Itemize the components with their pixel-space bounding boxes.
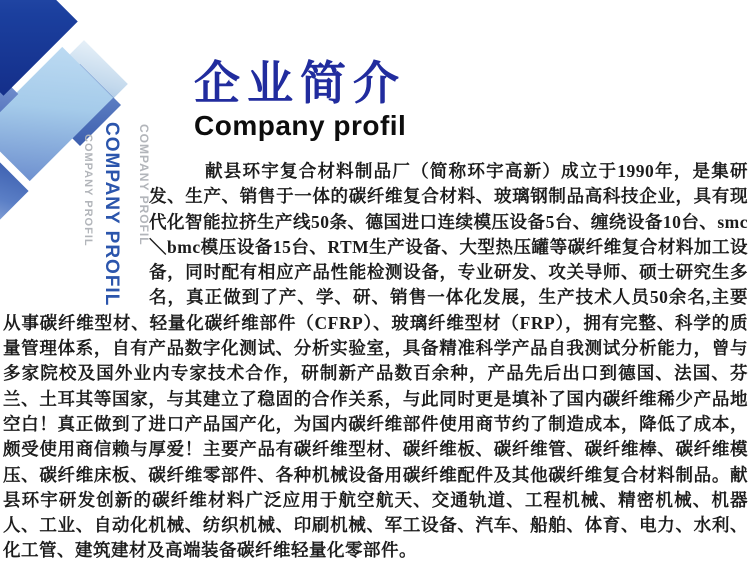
page-title-en: Company profil <box>194 109 407 141</box>
vertical-watermark-center: COMPANY PROFIL <box>101 122 122 307</box>
vertical-watermark-left: COMPANY PROFIL <box>82 134 94 247</box>
vertical-watermark-right: COMPANY PROFIL <box>137 124 151 246</box>
section-header <box>194 58 406 140</box>
company-intro-paragraph: 献县环宇复合材料制品厂（简称环宇高新）成立于1990年，是集研发、生产、销售于一体的碳纤维复合材料、玻璃钢制品高科技企业，具有现代化智能拉挤生产线50条、德国进口连续模压设备5台、缠绕设备10台、smc＼bmc模压设备15台、RTM生产设备、大型热压罐等碳纤维复合材料加工设备，同时配有相应产品性能检测设备，专业研发、攻关导师、硕士研究生多名，真正做到了产、学、研、销售一体化发展，生产技术人员50余名,主要从事碳纤维型材、轻量化碳纤维部件（CFRP）、玻璃纤维型材（FRP），拥有完整、科学的质量管理体系，自有产品数字化测试、分析实验室，具备精准科学产品自我测试分析能力，曾与多家院校及国外业内专家技术合作，研制新产品数百余种，产品先后出口到德国、法国、芬兰、土耳其等国家，与其建立了稳固的合作关系，与此同时更是填补了国内碳纤维稀少产品地空白！真正做到了进口产品国产化，为国内碳纤维部件使用商节约了制造成本，降低了成本，颇受使用商信赖与厚爱！主要产品有碳纤维型材、碳纤维板、碳纤维管、碳纤维棒、碳纤维模压、碳纤维床板、碳纤维零部件、各种机械设备用碳纤维配件及其他碳纤维复合材料制品。献县环宇研发创新的碳纤维材料广泛应用于航空航天、交通轨道、工程机械、精密机械、机器人、工业、自动化机械、纺织机械、印刷机械、军工设备、汽车、船舶、体育、电力、水利、化工管、建筑建材及高端装备碳纤维轻量化零部件。 <box>3 161 748 561</box>
page-title-zh: 企业简介 <box>194 57 406 109</box>
text-wrap-spacer <box>3 159 149 286</box>
company-intro-section <box>3 159 748 564</box>
